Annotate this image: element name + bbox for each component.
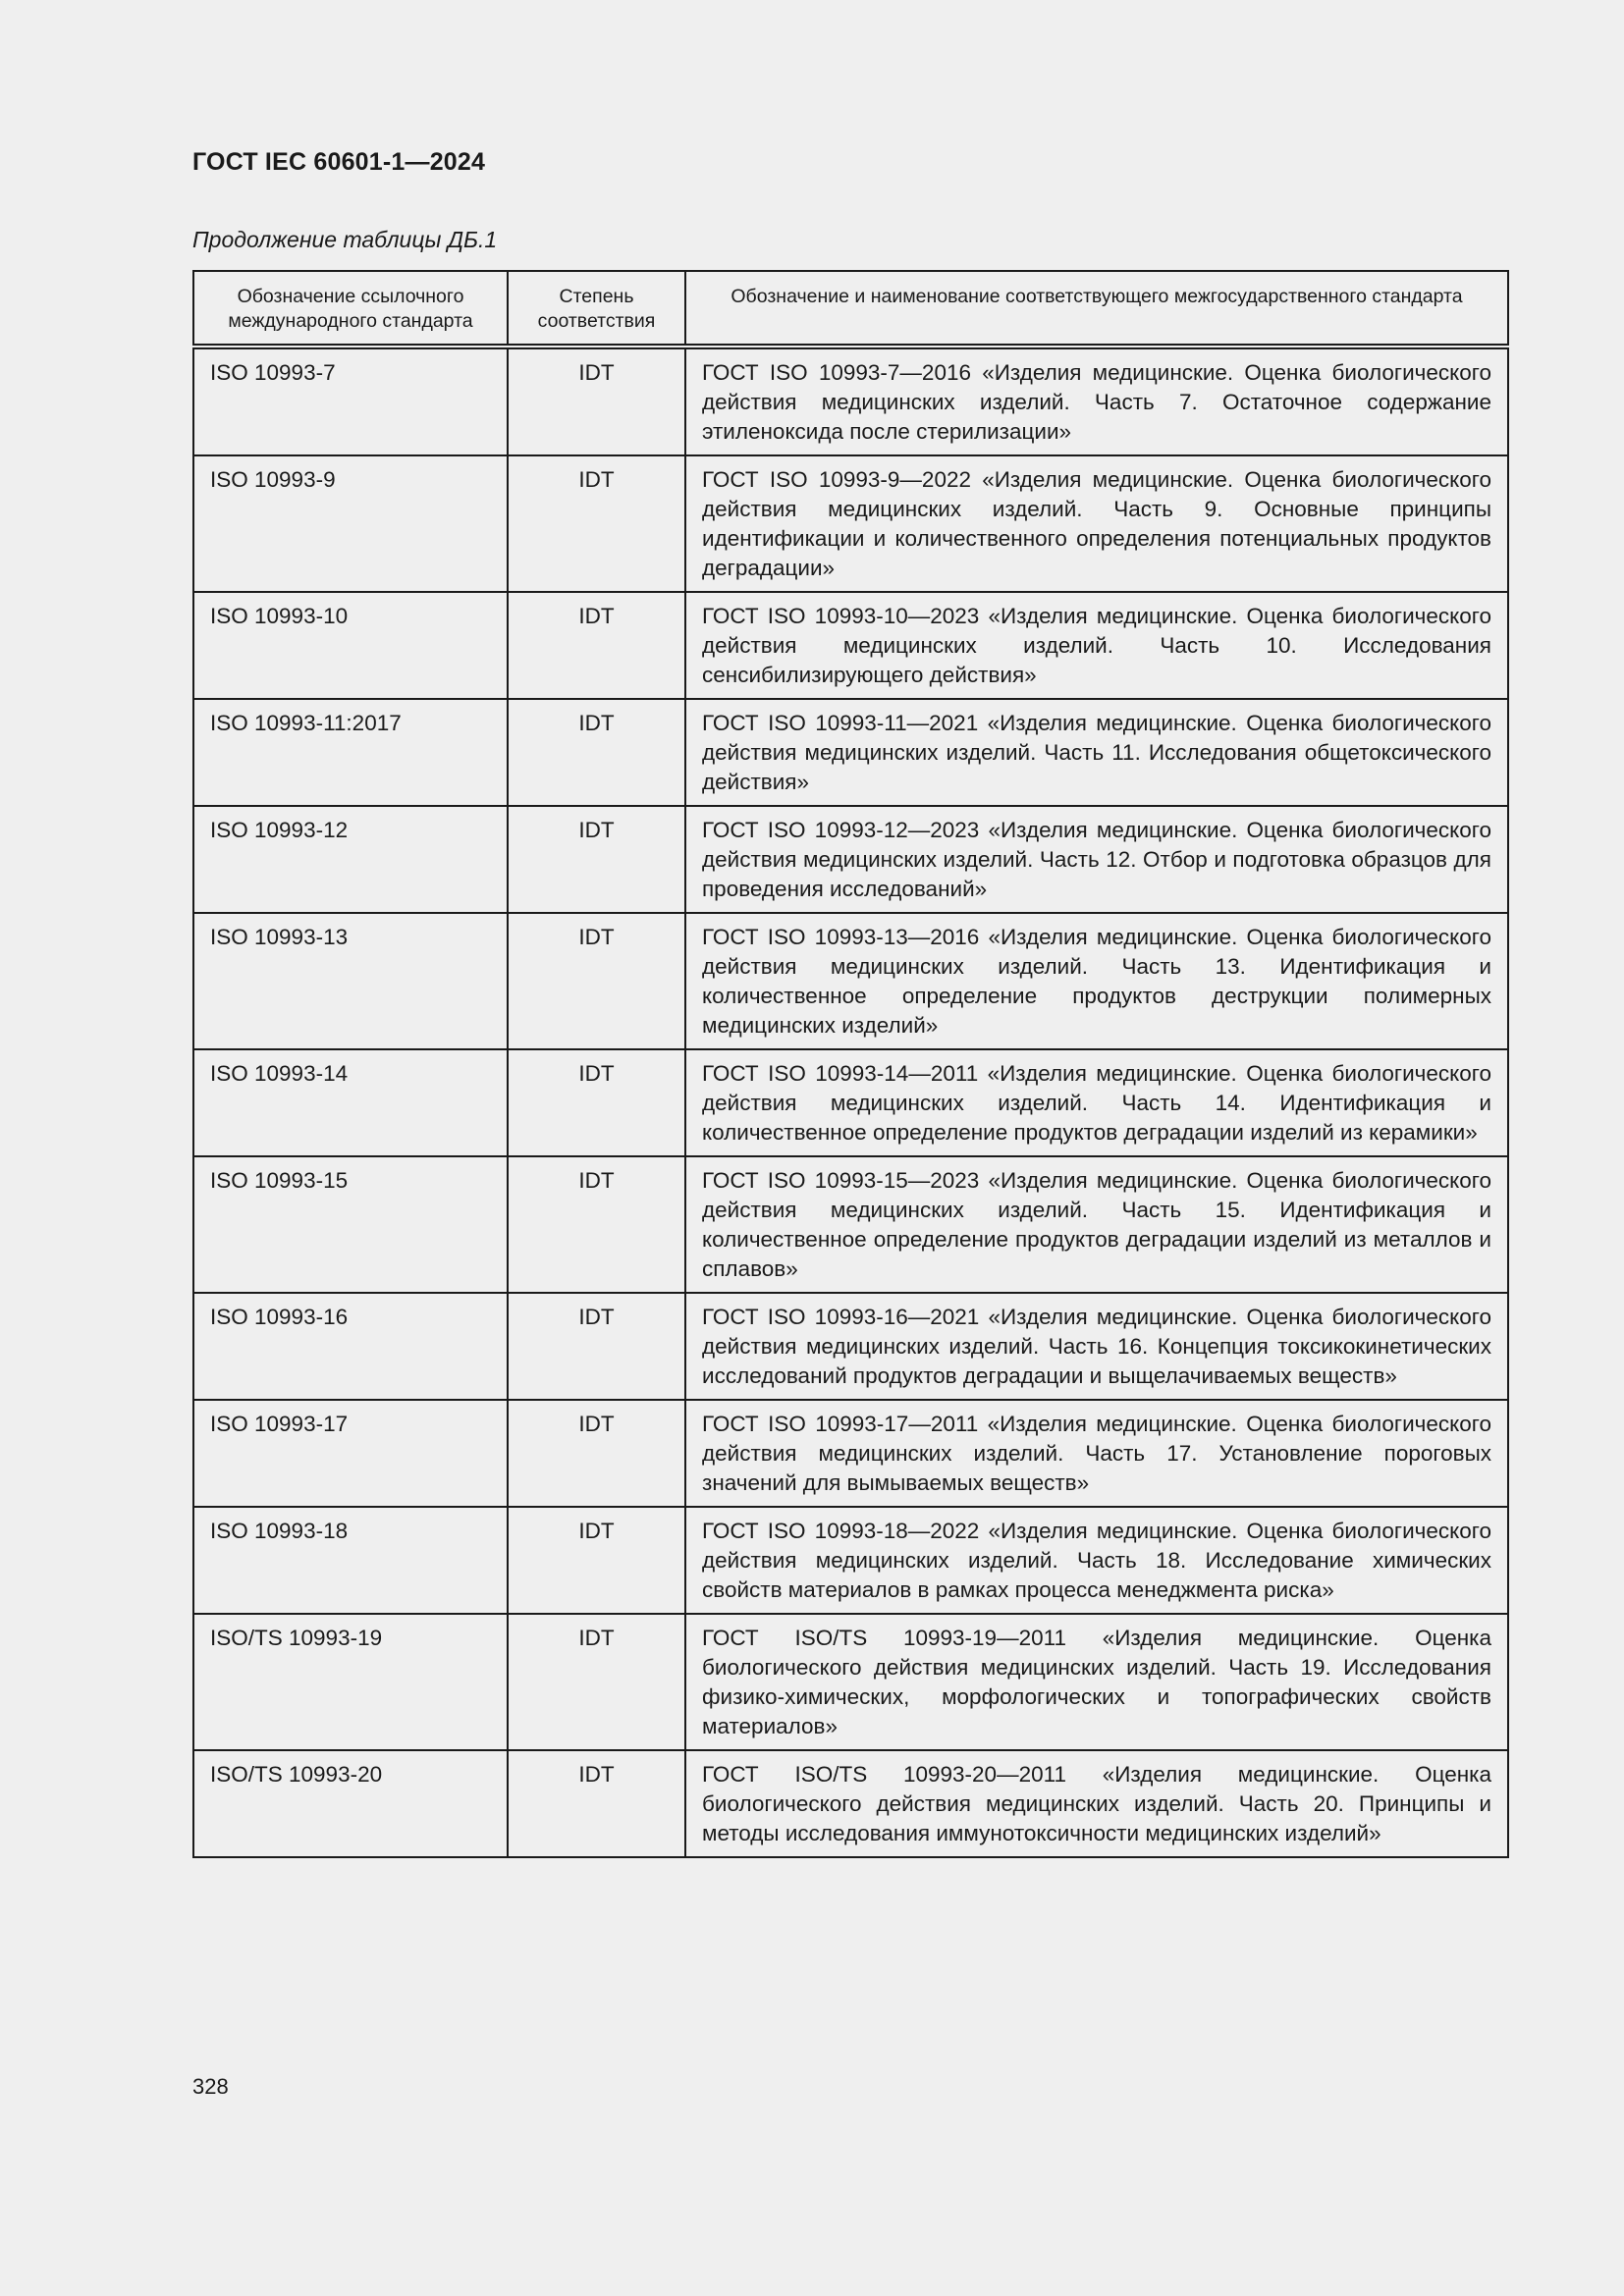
interstate-standard-cell: ГОСТ ISO 10993-7—2016 «Изделия медицинские. Оценка биологического действия медицинских изделий. Часть 7. Остаточное содержание этиленоксида после стерилизации» — [685, 347, 1508, 455]
degree-cell: IDT — [508, 592, 685, 699]
reference-code-cell: ISO 10993-17 — [193, 1400, 508, 1507]
degree-cell: IDT — [508, 1293, 685, 1400]
reference-code-cell: ISO 10993-7 — [193, 347, 508, 455]
table-row — [193, 1156, 1508, 1293]
interstate-standard-cell: ГОСТ ISO 10993-14—2011 «Изделия медицинские. Оценка биологического действия медицинских изделий. Часть 14. Идентификация и количественное определение продуктов деградации изделий из керамики» — [685, 1049, 1508, 1156]
interstate-standard-cell: ГОСТ ISO 10993-12—2023 «Изделия медицинские. Оценка биологического действия медицинских изделий. Часть 12. Отбор и подготовка образцов для проведения исследований» — [685, 806, 1508, 913]
reference-code-cell: ISO/TS 10993-20 — [193, 1750, 508, 1857]
interstate-standard-cell: ГОСТ ISO 10993-10—2023 «Изделия медицинские. Оценка биологического действия медицинских изделий. Часть 10. Исследования сенсибилизирующего действия» — [685, 592, 1508, 699]
reference-code-cell: ISO 10993-10 — [193, 592, 508, 699]
interstate-standard-cell: ГОСТ ISO 10993-11—2021 «Изделия медицинские. Оценка биологического действия медицинских изделий. Часть 11. Исследования общетоксического действия» — [685, 699, 1508, 806]
reference-code-cell: ISO 10993-9 — [193, 455, 508, 592]
table-row — [193, 699, 1508, 806]
reference-code-cell: ISO 10993-16 — [193, 1293, 508, 1400]
interstate-standard-cell: ГОСТ ISO 10993-9—2022 «Изделия медицинские. Оценка биологического действия медицинских изделий. Часть 9. Основные принципы идентификации и количественного определения потенциальных продуктов деградации» — [685, 455, 1508, 592]
degree-cell: IDT — [508, 1049, 685, 1156]
table-row — [193, 1507, 1508, 1614]
header-interstate-standard: Обозначение и наименование соответствующего межгосударственного стандарта — [685, 271, 1508, 347]
interstate-standard-cell: ГОСТ ISO 10993-15—2023 «Изделия медицинские. Оценка биологического действия медицинских изделий. Часть 15. Идентификация и количественное определение продуктов деградации изделий из металлов и сплавов» — [685, 1156, 1508, 1293]
interstate-standard-cell: ГОСТ ISO 10993-16—2021 «Изделия медицинские. Оценка биологического действия медицинских изделий. Часть 16. Концепция токсикокинетических исследований продуктов деградации и выщелачиваемых веществ» — [685, 1293, 1508, 1400]
document-header: ГОСТ IEC 60601-1—2024 — [192, 148, 486, 176]
degree-cell: IDT — [508, 699, 685, 806]
reference-code-cell: ISO 10993-12 — [193, 806, 508, 913]
degree-cell: IDT — [508, 1614, 685, 1750]
degree-cell: IDT — [508, 455, 685, 592]
table-row — [193, 455, 1508, 592]
interstate-standard-cell: ГОСТ ISO/TS 10993-19—2011 «Изделия медицинские. Оценка биологического действия медицинских изделий. Часть 19. Исследования физико-химических, морфологических и топографических свойств материалов» — [685, 1614, 1508, 1750]
degree-cell: IDT — [508, 347, 685, 455]
reference-code-cell: ISO 10993-14 — [193, 1049, 508, 1156]
standards-reference-table — [192, 270, 1509, 1858]
table-caption: Продолжение таблицы ДБ.1 — [192, 227, 498, 252]
degree-cell: IDT — [508, 1507, 685, 1614]
table-row — [193, 592, 1508, 699]
interstate-standard-cell: ГОСТ ISO 10993-13—2016 «Изделия медицинские. Оценка биологического действия медицинских изделий. Часть 13. Идентификация и количественное определение продуктов деструкции полимерных медицинских изделий» — [685, 913, 1508, 1049]
degree-cell: IDT — [508, 1400, 685, 1507]
table-row — [193, 913, 1508, 1049]
reference-code-cell: ISO 10993-13 — [193, 913, 508, 1049]
table-row — [193, 1614, 1508, 1750]
reference-code-cell: ISO 10993-11:2017 — [193, 699, 508, 806]
page-number: 328 — [192, 2074, 229, 2099]
degree-cell: IDT — [508, 1750, 685, 1857]
header-degree-of-correspondence: Степень соответствия — [508, 271, 685, 347]
degree-cell: IDT — [508, 806, 685, 913]
table-row — [193, 1400, 1508, 1507]
interstate-standard-cell: ГОСТ ISO 10993-17—2011 «Изделия медицинские. Оценка биологического действия медицинских изделий. Часть 17. Установление пороговых значений для вымываемых веществ» — [685, 1400, 1508, 1507]
reference-code-cell: ISO 10993-15 — [193, 1156, 508, 1293]
interstate-standard-cell: ГОСТ ISO/TS 10993-20—2011 «Изделия медицинские. Оценка биологического действия медицинских изделий. Часть 20. Принципы и методы исследования иммунотоксичности медицинских изделий» — [685, 1750, 1508, 1857]
degree-cell: IDT — [508, 913, 685, 1049]
table-row — [193, 1049, 1508, 1156]
table-row — [193, 347, 1508, 455]
table-row — [193, 1293, 1508, 1400]
table-body — [193, 347, 1508, 1857]
table-row — [193, 1750, 1508, 1857]
table-header-row — [193, 271, 1508, 347]
reference-code-cell: ISO/TS 10993-19 — [193, 1614, 508, 1750]
reference-code-cell: ISO 10993-18 — [193, 1507, 508, 1614]
header-reference-standard: Обозначение ссылочного международного стандарта — [193, 271, 508, 347]
degree-cell: IDT — [508, 1156, 685, 1293]
interstate-standard-cell: ГОСТ ISO 10993-18—2022 «Изделия медицинские. Оценка биологического действия медицинских изделий. Часть 18. Исследование химических свойств материалов в рамках процесса менеджмента риска» — [685, 1507, 1508, 1614]
table-row — [193, 806, 1508, 913]
